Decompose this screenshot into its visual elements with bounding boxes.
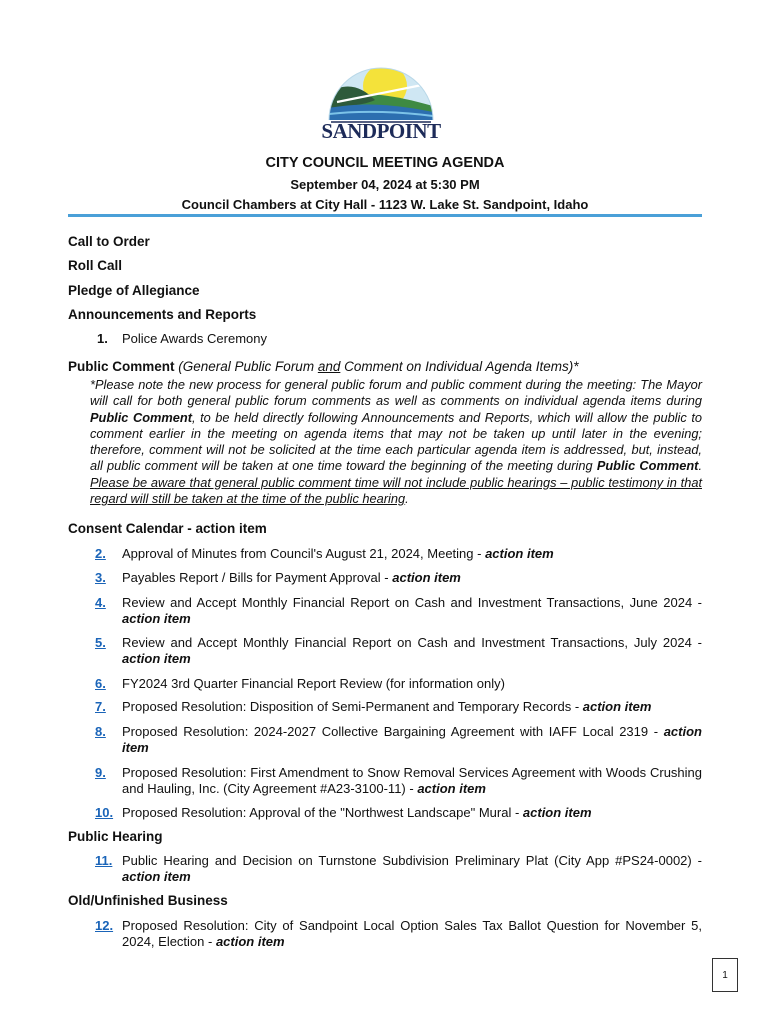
public-comment-heading xyxy=(68,359,578,374)
item-text: Payables Report / Bills for Payment Approval - action item xyxy=(122,570,461,585)
agenda-item-7 xyxy=(68,699,702,715)
public-comment-and: and xyxy=(317,359,341,374)
item-link[interactable]: 7. xyxy=(95,699,106,714)
item-text: Proposed Resolution: First Amendment to Snow Removal Services Agreement with Woods Crushing and Hauling, Inc. (City Agreement #A23-3100-11) - action item xyxy=(122,765,702,796)
agenda-item-2 xyxy=(68,546,702,562)
agenda-item-9 xyxy=(68,765,702,797)
public-comment-paren-close: Comment on Individual Agenda Items)* xyxy=(340,359,579,374)
item-link[interactable]: 2. xyxy=(95,546,106,561)
logo-wordmark: SANDPOINT xyxy=(321,119,441,143)
item-link[interactable]: 12. xyxy=(95,918,114,933)
section-old-business: Old/Unfinished Business xyxy=(68,893,228,908)
item-text: FY2024 3rd Quarter Financial Report Review (for information only) xyxy=(122,676,505,691)
agenda-item-12 xyxy=(68,918,702,950)
meeting-location: Council Chambers at City Hall - 1123 W. Lake St. Sandpoint, Idaho xyxy=(181,197,589,212)
agenda-item-1 xyxy=(68,331,702,347)
page-number: 1 xyxy=(712,958,738,992)
agenda-item-5 xyxy=(68,635,702,667)
item-link[interactable]: 11. xyxy=(95,853,113,868)
meeting-date: September 04, 2024 at 5:30 PM xyxy=(290,177,480,192)
item-link[interactable]: 5. xyxy=(95,635,106,650)
item-text: Proposed Resolution: 2024-2027 Collective Bargaining Agreement with IAFF Local 2319 - action item xyxy=(122,724,702,755)
item-text: Public Hearing and Decision on Turnstone Subdivision Preliminary Plat (City App #PS24-0002) - action item xyxy=(122,853,702,884)
agenda-item-4 xyxy=(68,595,702,627)
section-roll-call: Roll Call xyxy=(68,258,123,273)
agenda-item-8 xyxy=(68,724,702,756)
section-public-hearing: Public Hearing xyxy=(68,829,163,844)
item-link[interactable]: 3. xyxy=(95,570,106,585)
item-text: Proposed Resolution: Approval of the "Northwest Landscape" Mural - action item xyxy=(122,805,592,820)
item-text: Police Awards Ceremony xyxy=(122,331,267,346)
item-link[interactable]: 6. xyxy=(95,676,106,691)
item-link[interactable]: 8. xyxy=(95,724,106,739)
section-pledge: Pledge of Allegiance xyxy=(68,283,200,298)
item-number: 1. xyxy=(97,331,108,346)
item-text: Review and Accept Monthly Financial Report on Cash and Investment Transactions, June 2024 - action item xyxy=(122,595,702,626)
header-divider xyxy=(68,214,702,217)
page-title: CITY COUNCIL MEETING AGENDA xyxy=(265,155,505,171)
item-link[interactable]: 10. xyxy=(95,805,114,820)
public-comment-label: Public Comment xyxy=(68,359,175,374)
item-text: Approval of Minutes from Council's August 21, 2024, Meeting - action item xyxy=(122,546,554,561)
agenda-item-11 xyxy=(68,853,702,885)
item-text: Proposed Resolution: Disposition of Semi-Permanent and Temporary Records - action item xyxy=(122,699,652,714)
section-call-to-order: Call to Order xyxy=(68,234,150,249)
agenda-item-6 xyxy=(68,676,702,692)
item-link[interactable]: 4. xyxy=(95,595,106,610)
public-comment-paren-open: (General Public Forum xyxy=(174,359,318,374)
agenda-item-3 xyxy=(68,570,702,586)
agenda-item-10 xyxy=(68,805,702,821)
item-text: Proposed Resolution: City of Sandpoint Local Option Sales Tax Ballot Question for November 5, 2024, Election - action item xyxy=(122,918,702,949)
item-text: Review and Accept Monthly Financial Report on Cash and Investment Transactions, July 2024 - action item xyxy=(122,635,702,666)
item-link[interactable]: 9. xyxy=(95,765,106,780)
section-announcements: Announcements and Reports xyxy=(68,307,257,322)
section-consent-calendar: Consent Calendar - action item xyxy=(68,521,267,536)
public-comment-note: *Please note the new process for general public forum and public comment during the meeting: The Mayor will call for both general public forum comments as well as comments on individual agenda items during Public Comment, to be held directly following Announcements and Reports, which will allow the public to comment earlier in the meeting on agenda items that may not be taken up until later in the evening; therefore, comment will not be solicited at the time each particular agenda item is addressed, but, instead, all public comment will be taken at one time toward the beginning of the meeting during Public Comment. Please be aware that general public comment time will not include public hearings – public testimony in that regard will still be taken at the time of the public hearing. xyxy=(90,377,702,507)
